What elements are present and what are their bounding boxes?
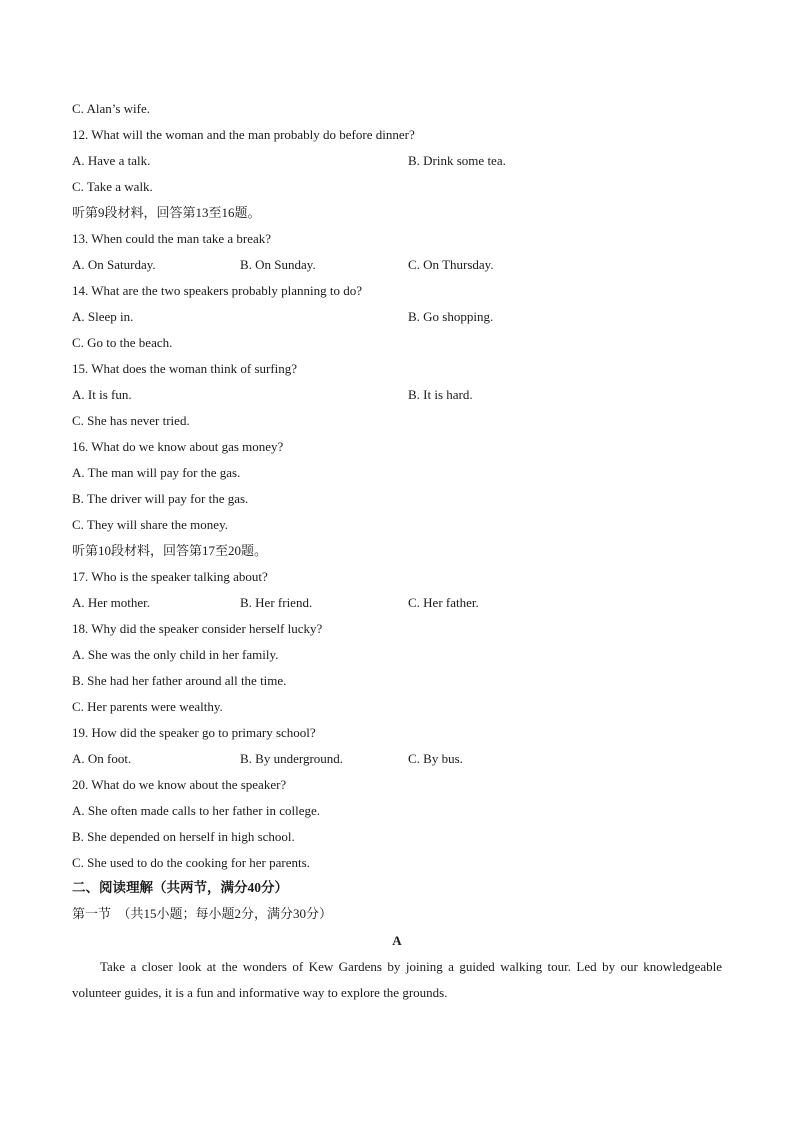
question-13: 13. When could the man take a break? [72,231,272,246]
question-14: 14. What are the two speakers probably planning to do? [72,283,363,298]
question-19: 19. How did the speaker go to primary school? [72,725,316,740]
q19-option-c: C. By bus. [408,751,463,766]
question-12: 12. What will the woman and the man probably do before dinner? [72,127,415,142]
q16-option-c: C. They will share the money. [72,517,228,532]
q16-option-a: A. The man will pay for the gas. [72,465,241,480]
q13-options [72,255,722,275]
q12-options [72,151,722,171]
q15-option-a: A. It is fun. [72,387,132,402]
q20-option-b: B. She depended on herself in high school. [72,829,295,844]
q13-option-b: B. On Sunday. [240,257,316,272]
q20-option-a: A. She often made calls to her father in college. [72,803,320,818]
q19-options [72,749,722,769]
question-20: 20. What do we know about the speaker? [72,777,287,792]
q12-option-a: A. Have a talk. [72,153,151,168]
q20-option-c: C. She used to do the cooking for her parents. [72,855,310,870]
q14-option-a: A. Sleep in. [72,309,134,324]
q15-option-c: C. She has never tried. [72,413,190,428]
q17-options [72,593,722,613]
section-1-heading: 第一节 （共15小题；每小题2分，满分30分） [72,906,333,921]
question-17: 17. Who is the speaker talking about? [72,569,268,584]
segment-10-instruction: 听第10段材料，回答第17至20题。 [72,543,268,558]
question-16: 16. What do we know about gas money? [72,439,284,454]
q12-option-b: B. Drink some tea. [408,153,506,168]
q12-option-c: C. Take a walk. [72,179,153,194]
q18-option-c: C. Her parents were wealthy. [72,699,223,714]
part-2-heading: 二、阅读理解（共两节，满分40分） [72,880,288,895]
question-15: 15. What does the woman think of surfing? [72,361,298,376]
segment-9-instruction: 听第9段材料，回答第13至16题。 [72,205,261,220]
q14-option-b: B. Go shopping. [408,309,494,324]
q15-option-b: B. It is hard. [408,387,473,402]
q17-option-b: B. Her friend. [240,595,313,610]
q18-option-a: A. She was the only child in her family. [72,647,279,662]
q17-option-a: A. Her mother. [72,595,150,610]
q14-options [72,307,722,327]
q13-option-a: A. On Saturday. [72,257,156,272]
q18-option-b: B. She had her father around all the time. [72,673,287,688]
q19-option-b: B. By underground. [240,751,344,766]
passage-label: A [392,933,402,948]
q14-option-c: C. Go to the beach. [72,335,173,350]
q19-option-a: A. On foot. [72,751,132,766]
passage-a-text: Take a closer look at the wonders of Kew Gardens by joining a guided walking tour. Led by our knowledgeable volunteer guides, it is a fun and informative way to explore the grounds. [72,959,722,1000]
q13-option-c: C. On Thursday. [408,257,494,272]
q16-option-b: B. The driver will pay for the gas. [72,491,249,506]
question-18: 18. Why did the speaker consider herself lucky? [72,621,323,636]
q17-option-c: C. Her father. [408,595,479,610]
q15-options [72,385,722,405]
q11-option-c: C. Alan’s wife. [72,101,150,116]
